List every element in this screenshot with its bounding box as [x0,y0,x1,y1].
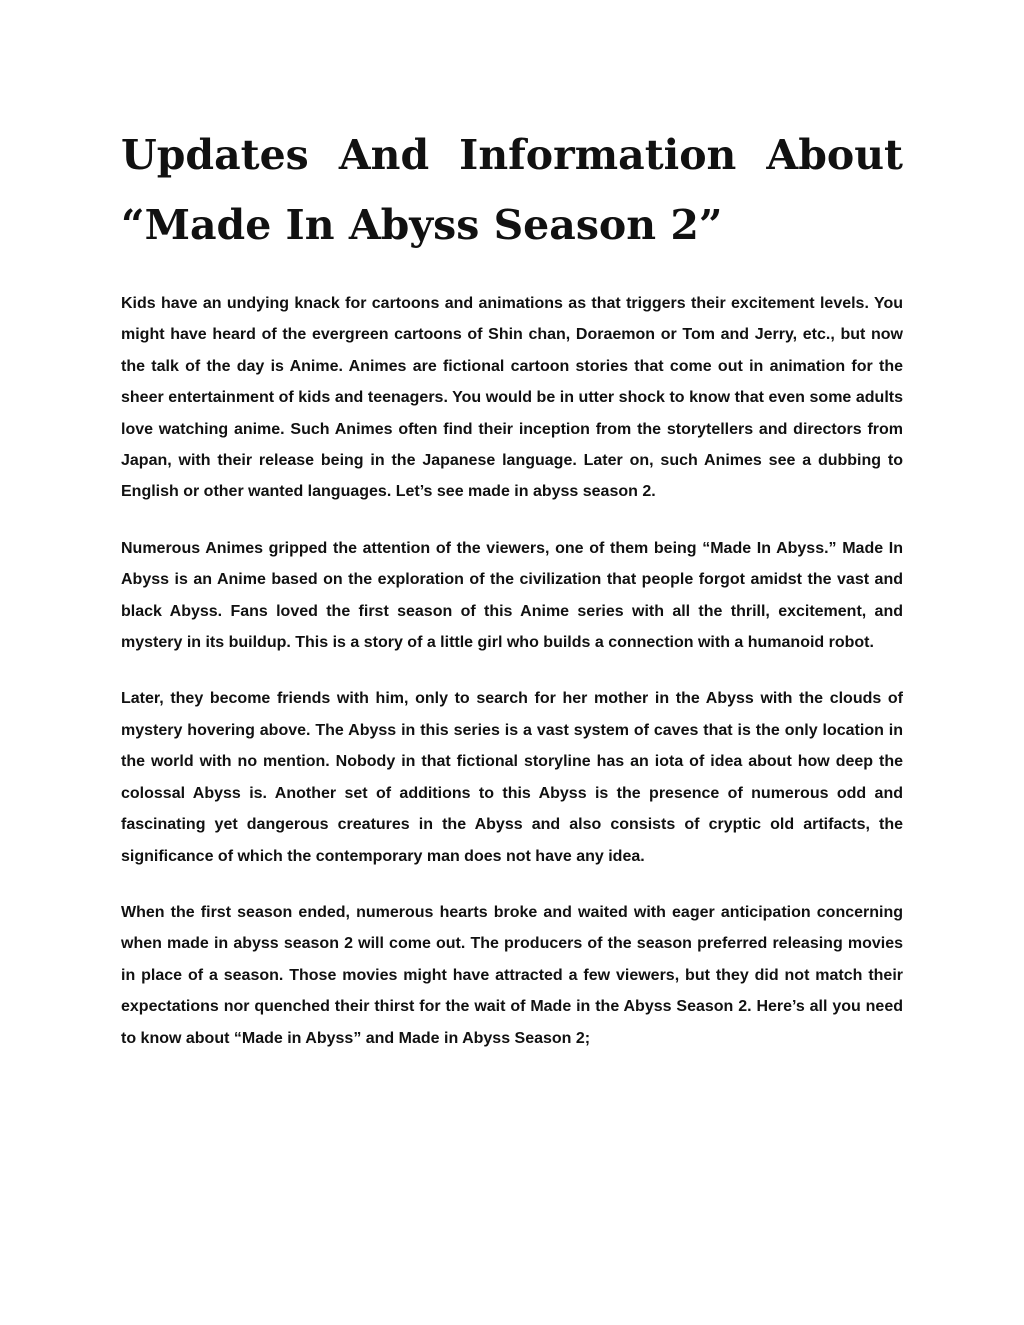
paragraph-1: Kids have an undying knack for cartoons and animations as that triggers their excitement levels. You might have heard of the evergreen cartoons of Shin chan, Doraemon or Tom and Jerry, etc., but now the talk of the day is Anime. Animes are fictional cartoon stories that come out in animation for the sheer entertainment of kids and teenagers. You would be in utter shock to know that even some adults love watching anime. Such Animes often find their inception from the storytellers and directors from Japan, with their release being in the Japanese language. Later on, such Animes see a dubbing to English or other wanted languages. Let’s see made in abyss season 2. [121,295,903,501]
paragraph-2: Numerous Animes gripped the attention of the viewers, one of them being “Made In Abyss.” Made In Abyss is an Anime based on the exploration of the civilization that people forgot amidst the vast and black Abyss. Fans loved the first season of this Anime series with all the thrill, excitement, and mystery in its buildup. This is a story of a little girl who builds a connection with a humanoid robot. [121,539,903,652]
title-line-2: “Made In Abyss Season 2” [121,201,723,249]
paragraph-4: When the first season ended, numerous hearts broke and waited with eager anticipation concerning when made in abyss season 2 will come out. The producers of the season preferred releasing movies in place of a season. Those movies might have attracted a few viewers, but they did not match their expectations nor quenched their thirst for the wait of Made in the Abyss Season 2. Here’s all you need to know about “Made in Abyss” and Made in Abyss Season 2; [121,903,903,1047]
paragraph-3: Later, they become friends with him, only to search for her mother in the Abyss with the clouds of mystery hovering above. The Abyss in this series is a vast system of caves that is the only location in the world with no mention. Nobody in that fictional storyline has an iota of idea about how deep the colossal Abyss is. Another set of additions to this Abyss is the presence of numerous odd and fascinating yet dangerous creatures in the Abyss and also consists of cryptic old artifacts, the significance of which the contemporary man does not have any idea. [121,690,903,865]
page-title [121,120,903,260]
document-page [121,120,903,1079]
title-line-1: Updates And Information About [121,131,903,179]
article-body [121,288,903,1054]
